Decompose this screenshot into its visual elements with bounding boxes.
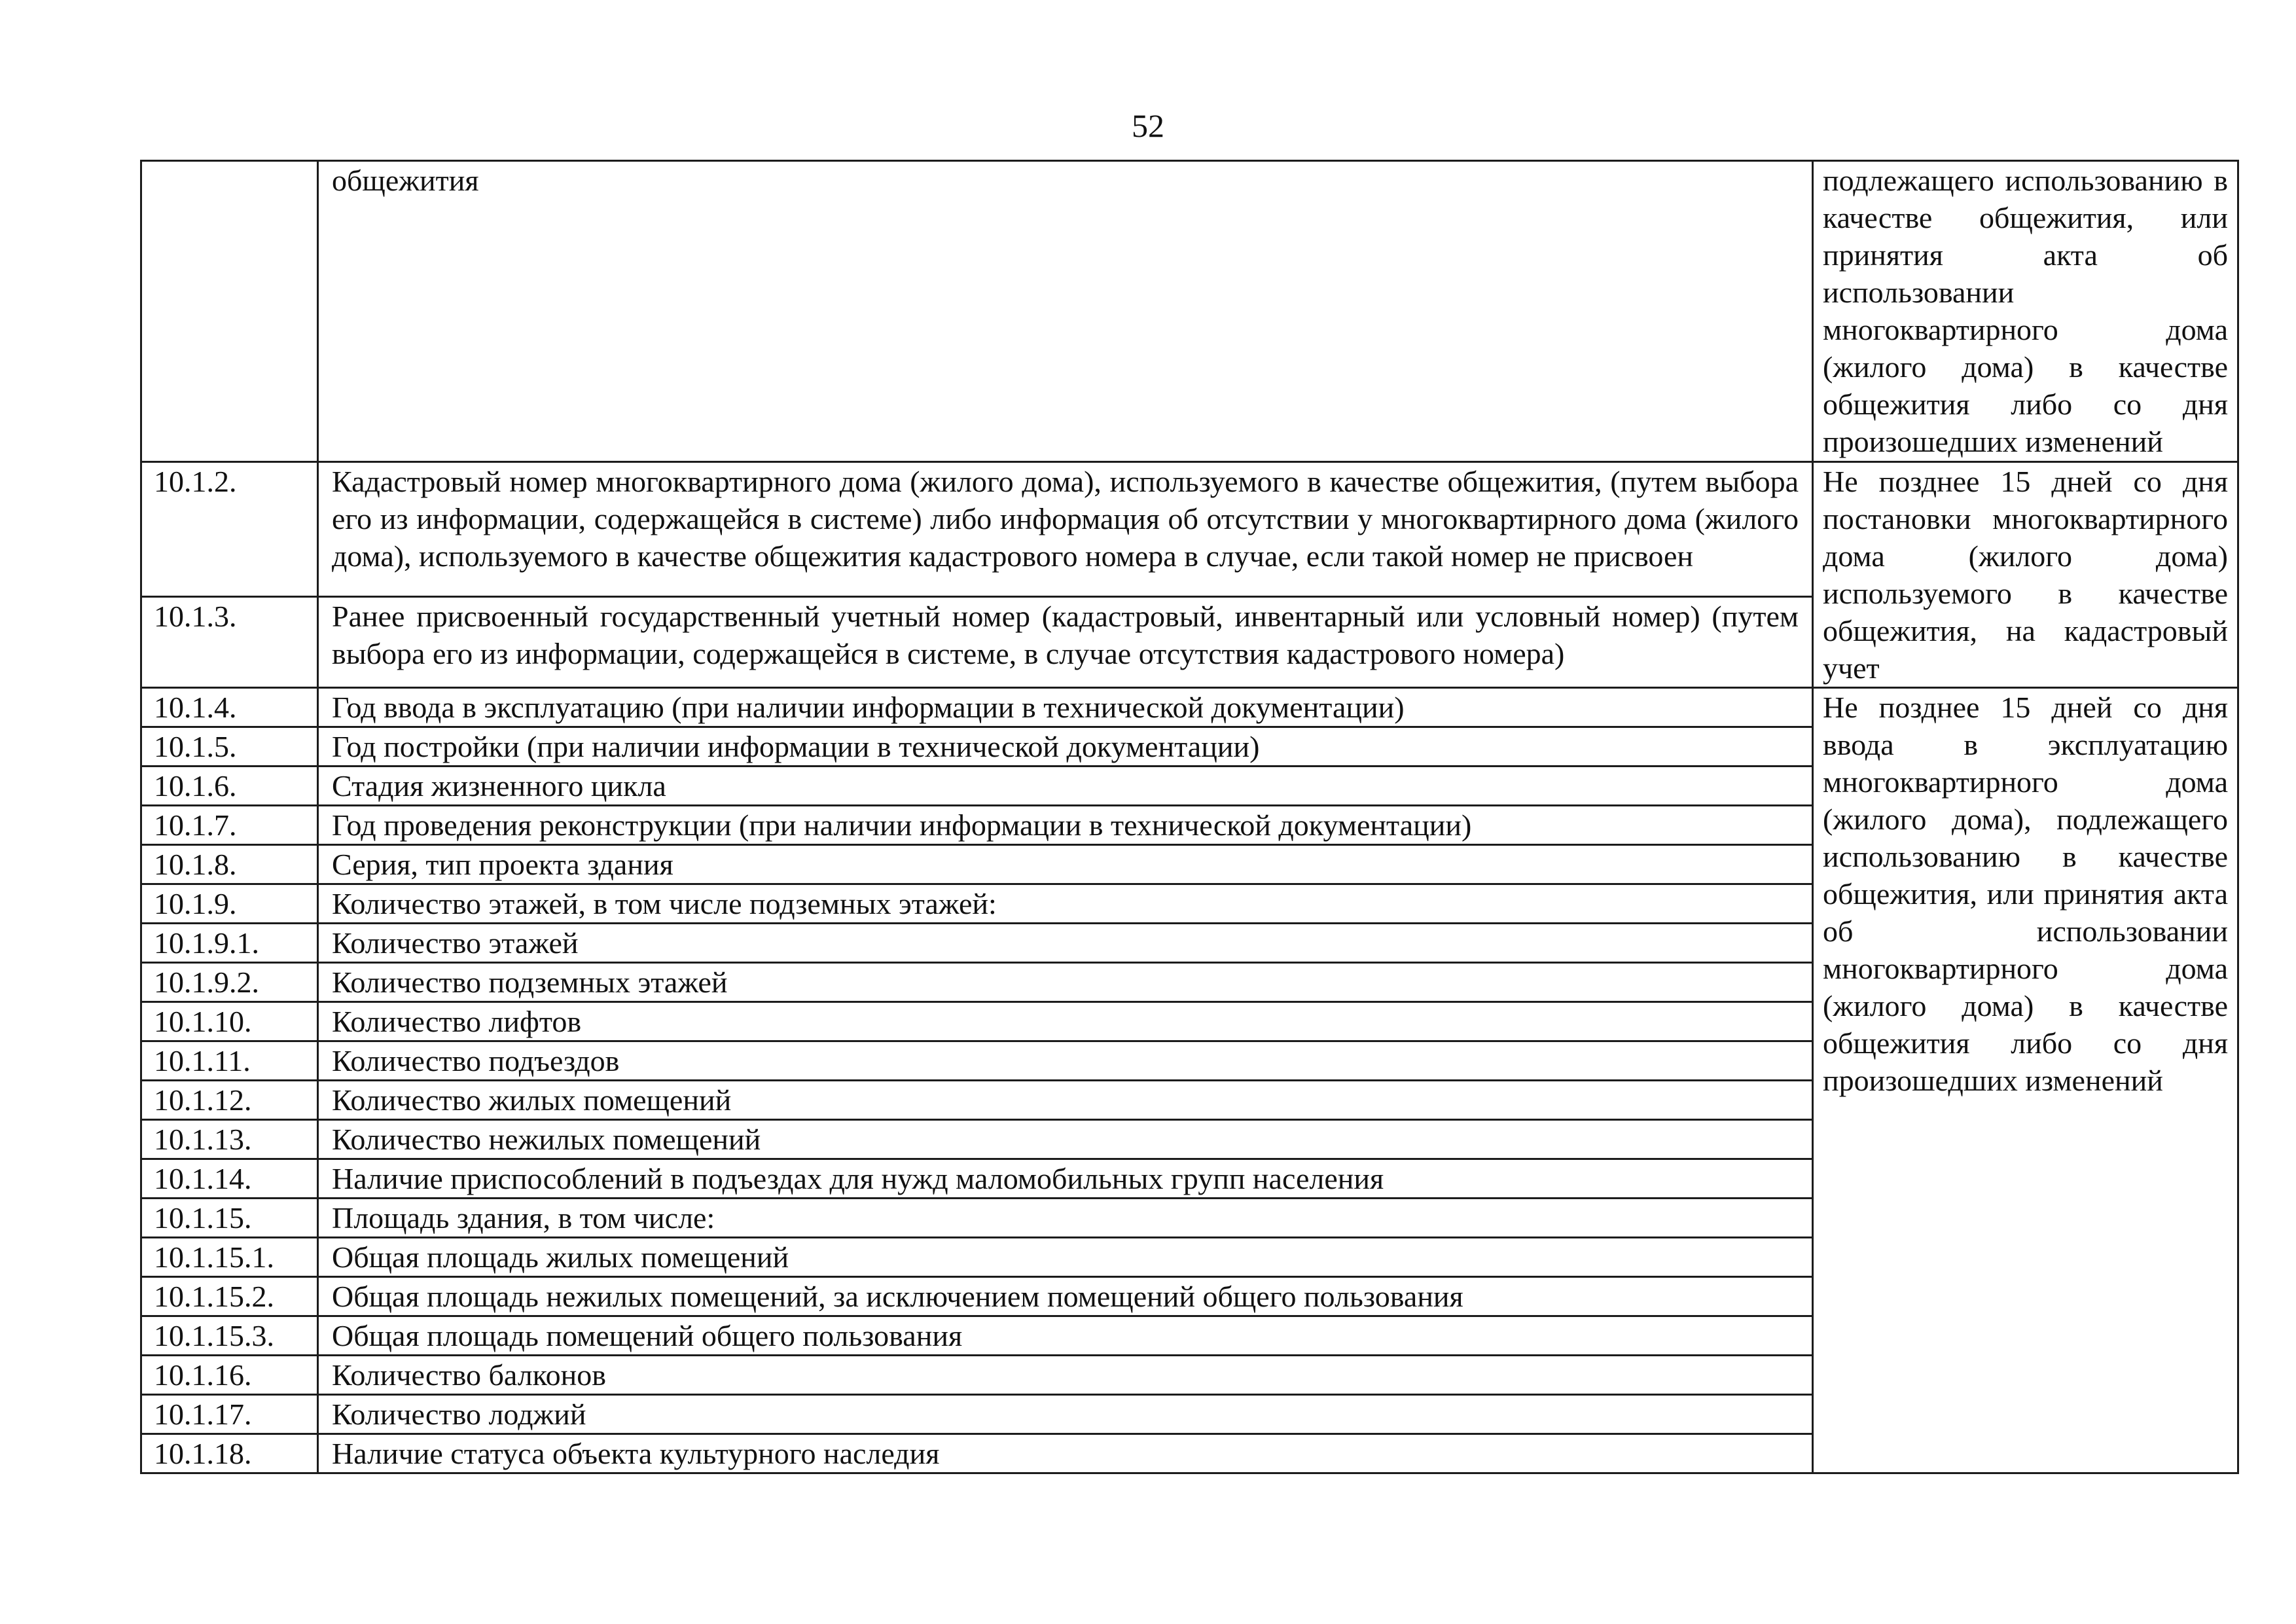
row-description: Количество этажей [318, 924, 1813, 963]
deadline-cell: Не позднее 15 дней со дня постановки многоквартирного дома (жилого дома) используемого в качестве общежития, на кадастровый учет [1813, 462, 2238, 688]
row-description: Кадастровый номер многоквартирного дома (жилого дома), используемого в качестве общежития, (путем выбора его из информации, содержащейся в системе) либо информация об отсутствии у многоквартирного дома (жилого дома), используемого в качестве общежития кадастрового номера в случае, если такой номер не присвоен [318, 462, 1813, 597]
row-description: Количество подземных этажей [318, 963, 1813, 1002]
row-description: Общая площадь помещений общего пользования [318, 1316, 1813, 1356]
row-description: Стадия жизненного цикла [318, 767, 1813, 806]
row-description: Наличие приспособлений в подъездах для нужд маломобильных групп населения [318, 1159, 1813, 1199]
row-description: Количество этажей, в том числе подземных этажей: [318, 884, 1813, 924]
row-number: 10.1.7. [141, 806, 318, 845]
row-number: 10.1.2. [141, 462, 318, 597]
page-number: 52 [1132, 107, 1164, 144]
row-number: 10.1.17. [141, 1395, 318, 1434]
row-description: Количество нежилых помещений [318, 1120, 1813, 1159]
row-number: 10.1.3. [141, 597, 318, 688]
row-number: 10.1.9.2. [141, 963, 318, 1002]
row-description: Количество балконов [318, 1356, 1813, 1395]
row-description: Наличие статуса объекта культурного наследия [318, 1434, 1813, 1473]
row-number [141, 161, 318, 462]
row-number: 10.1.15. [141, 1199, 318, 1238]
row-description: Ранее присвоенный государственный учетный номер (кадастровый, инвентарный или условный номер) (путем выбора его из информации, содержащейся в системе, в случае отсутствия кадастрового номера) [318, 597, 1813, 688]
row-number: 10.1.9. [141, 884, 318, 924]
table-row [141, 462, 2238, 597]
row-number: 10.1.18. [141, 1434, 318, 1473]
table-row [141, 161, 2238, 462]
row-description: Год ввода в эксплуатацию (при наличии информации в технической документации) [318, 688, 1813, 727]
row-description: Год проведения реконструкции (при наличии информации в технической документации) [318, 806, 1813, 845]
row-number: 10.1.5. [141, 727, 318, 767]
row-number: 10.1.12. [141, 1081, 318, 1120]
row-number: 10.1.6. [141, 767, 318, 806]
table-row [141, 688, 2238, 727]
row-description: Количество жилых помещений [318, 1081, 1813, 1120]
row-description: Общая площадь нежилых помещений, за исключением помещений общего пользования [318, 1277, 1813, 1316]
row-description: Год постройки (при наличии информации в технической документации) [318, 727, 1813, 767]
row-number: 10.1.9.1. [141, 924, 318, 963]
row-number: 10.1.8. [141, 845, 318, 884]
row-description: Количество подъездов [318, 1041, 1813, 1081]
row-description: Количество лифтов [318, 1002, 1813, 1041]
row-number: 10.1.11. [141, 1041, 318, 1081]
requirements-table [140, 160, 2239, 1474]
row-number: 10.1.16. [141, 1356, 318, 1395]
row-description: Площадь здания, в том числе: [318, 1199, 1813, 1238]
row-description: Количество лоджий [318, 1395, 1813, 1434]
row-number: 10.1.15.1. [141, 1238, 318, 1277]
row-description: Общая площадь жилых помещений [318, 1238, 1813, 1277]
row-number: 10.1.15.3. [141, 1316, 318, 1356]
row-description: общежития [318, 161, 1813, 462]
row-number: 10.1.15.2. [141, 1277, 318, 1316]
row-number: 10.1.13. [141, 1120, 318, 1159]
deadline-cell: подлежащего использованию в качестве общежития, или принятия акта об использовании многоквартирного дома (жилого дома) в качестве общежития либо со дня произошедших изменений [1813, 161, 2238, 462]
row-number: 10.1.4. [141, 688, 318, 727]
row-description: Серия, тип проекта здания [318, 845, 1813, 884]
row-number: 10.1.10. [141, 1002, 318, 1041]
row-number: 10.1.14. [141, 1159, 318, 1199]
deadline-cell: Не позднее 15 дней со дня ввода в эксплуатацию многоквартирного дома (жилого дома), подлежащего использованию в качестве общежития, или принятия акта об использовании многоквартирного дома (жилого дома) в качестве общежития либо со дня произошедших изменений [1813, 688, 2238, 1473]
